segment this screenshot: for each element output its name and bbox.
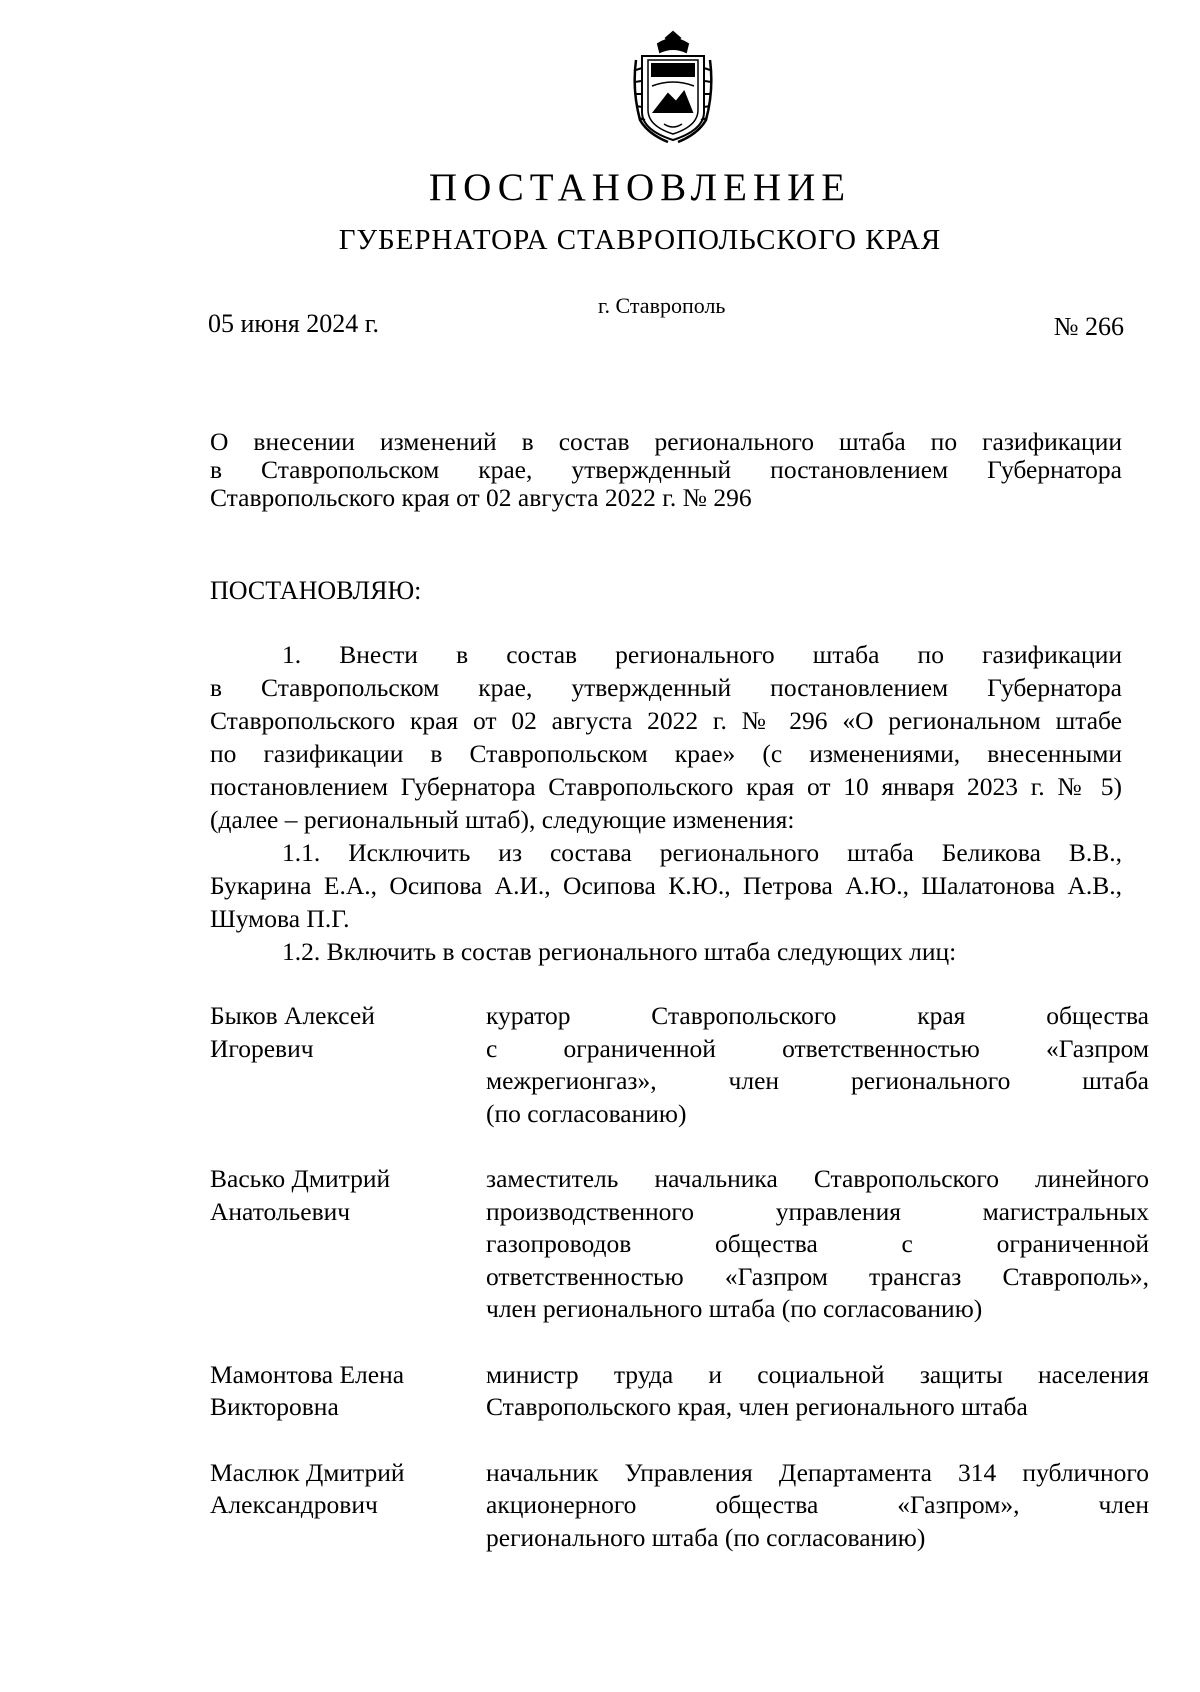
member-name-line: Мамонтова Елена	[210, 1359, 405, 1389]
member-name-line: Маслюк Дмитрий	[210, 1457, 405, 1487]
body-line: 1. Внести в состав регионального штаба по газификации	[282, 640, 1122, 669]
member-name	[210, 1000, 486, 1130]
member-role-line: газопроводов общества с ограниченной	[486, 1229, 1149, 1258]
member-name-line: Игоревич	[210, 1033, 314, 1063]
subject-line: Ставропольского края от 02 августа 2022 г. № 296	[210, 483, 752, 512]
body-line: постановлением Губернатора Ставропольского края от 10 января 2023 г. № 5)	[210, 772, 1122, 801]
member-role	[486, 1457, 1149, 1555]
body-line: в Ставропольском крае, утвержденный постановлением Губернатора	[210, 673, 1122, 702]
member-entry	[210, 1000, 1152, 1130]
decree-word: ПОСТАНОВЛЯЮ:	[210, 576, 422, 605]
member-role-line: регионального штаба (по согласованию)	[486, 1522, 926, 1552]
document-subject	[210, 428, 1122, 512]
member-role-line: производственного управления магистральных	[486, 1196, 1149, 1226]
member-role	[486, 1359, 1149, 1424]
members-list	[210, 1000, 1152, 1587]
member-name	[210, 1359, 486, 1424]
body-line: Букарина Е.А., Осипова А.И., Осипова К.Ю., Петрова А.Ю., Шалатонова А.В.,	[210, 871, 1122, 900]
member-role-line: с ограниченной ответственностью «Газпром	[486, 1033, 1149, 1063]
member-role-line: Ставропольского края, член регионального штаба	[486, 1392, 1028, 1421]
member-entry	[210, 1457, 1152, 1555]
member-role	[486, 1163, 1149, 1326]
member-entry	[210, 1359, 1152, 1424]
member-role-line: куратор Ставропольского края общества	[486, 1001, 1149, 1030]
member-name	[210, 1163, 486, 1326]
member-role	[486, 1000, 1149, 1130]
member-role-line: заместитель начальника Ставропольского линейного	[486, 1164, 1149, 1193]
document-title: ПОСТАНОВЛЕНИЕ	[428, 166, 852, 209]
coat-of-arms-icon	[628, 30, 718, 145]
subject-line: в Ставропольском крае, утвержденный постановлением Губернатора	[210, 455, 1122, 484]
decree-body	[210, 638, 1122, 968]
member-role-line: министр труда и социальной защиты населения	[486, 1359, 1149, 1389]
member-role-line: (по согласованию)	[486, 1098, 687, 1128]
member-name	[210, 1457, 486, 1555]
document-subtitle: ГУБЕРНАТОРА СТАВРОПОЛЬСКОГО КРАЯ	[338, 224, 942, 256]
issue-city: г. Ставрополь	[598, 293, 726, 318]
document-number: № 266	[1053, 312, 1124, 341]
member-role-line: ответственностью «Газпром трансгаз Ставрополь»,	[486, 1261, 1149, 1291]
member-role-line: акционерного общества «Газпром», член	[486, 1490, 1149, 1519]
subject-line: О внесении изменений в состав регионального штаба по газификации	[210, 427, 1122, 456]
member-role-line: начальник Управления Департамента 314 публичного	[486, 1457, 1149, 1487]
issue-date: 05 июня 2024 г.	[208, 309, 379, 338]
member-role-line: член регионального штаба (по согласованию)	[486, 1294, 983, 1323]
member-name-line: Быков Алексей	[210, 1001, 375, 1030]
member-name-line: Александрович	[210, 1490, 378, 1519]
member-name-line: Викторовна	[210, 1392, 339, 1421]
member-entry	[210, 1163, 1152, 1326]
body-line: Ставропольского края от 02 августа 2022 г. № 296 «О региональном штабе	[210, 706, 1122, 735]
body-line: 1.1. Исключить из состава регионального штаба Беликова В.В.,	[282, 838, 1122, 867]
body-line: по газификации в Ставропольском крае» (с изменениями, внесенными	[210, 739, 1122, 768]
member-name-line: Васько Дмитрий	[210, 1164, 391, 1193]
body-line: 1.2. Включить в состав регионального штаба следующих лиц:	[282, 937, 957, 966]
member-name-line: Анатольевич	[210, 1196, 351, 1226]
body-line: Шумова П.Г.	[210, 904, 350, 933]
body-line: (далее – региональный штаб), следующие изменения:	[210, 805, 795, 834]
member-role-line: межрегионгаз», член регионального штаба	[486, 1066, 1149, 1095]
